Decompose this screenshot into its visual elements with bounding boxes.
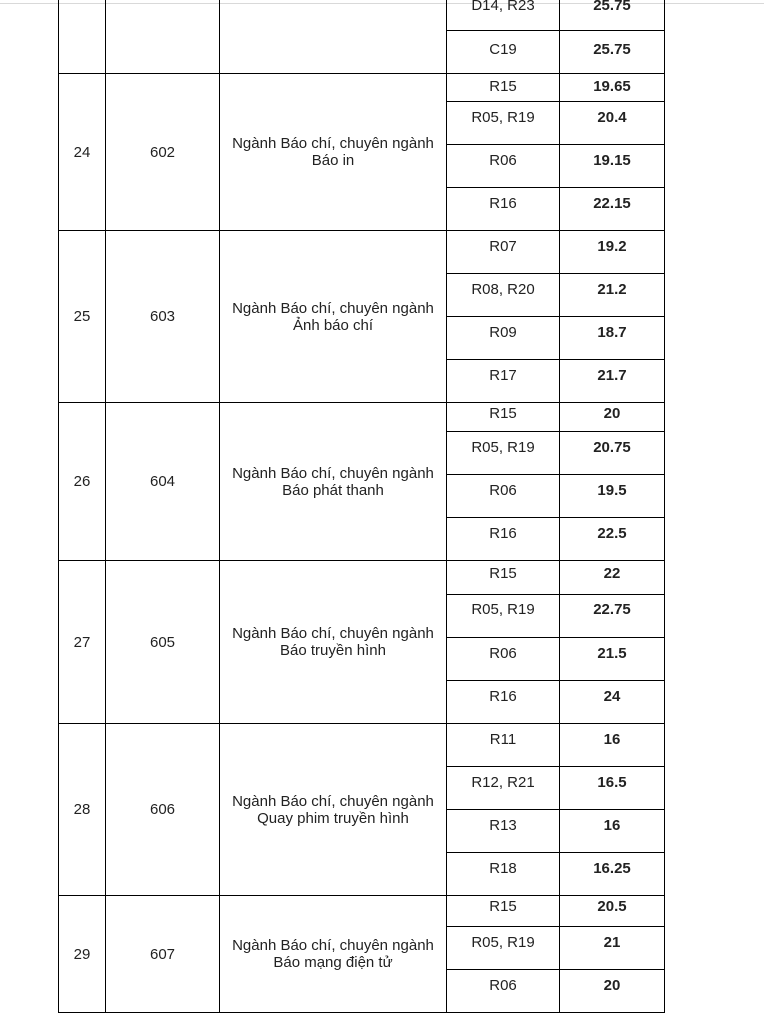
- code-cell: 606: [106, 724, 220, 896]
- cutoff-score-cell: 16.5: [560, 767, 665, 810]
- major-name-cell: Ngành Báo chí, chuyên ngành Báo in: [220, 74, 447, 231]
- code-cell: 602: [106, 74, 220, 231]
- major-name-cell: Ngành Báo chí, chuyên ngành Báo truyền hình: [220, 561, 447, 724]
- subject-combo-cell: R15: [447, 403, 560, 432]
- subject-combo-cell: C19: [447, 31, 560, 74]
- table-row: [59, 724, 665, 767]
- cutoff-score-cell: 24: [560, 681, 665, 724]
- cutoff-score-cell: 22: [560, 561, 665, 595]
- cutoff-score-cell: 19.65: [560, 74, 665, 102]
- table-row: [59, 896, 665, 927]
- subject-combo-cell: R13: [447, 810, 560, 853]
- subject-combo-cell: R12, R21: [447, 767, 560, 810]
- code-cell: 607: [106, 896, 220, 1013]
- major-name-cell: Ngành Báo chí, chuyên ngành Báo phát thanh: [220, 403, 447, 561]
- subject-combo-cell: R06: [447, 970, 560, 1013]
- code-cell: [106, 0, 220, 74]
- stt-cell: [59, 0, 106, 74]
- subject-combo-cell: R07: [447, 231, 560, 274]
- cutoff-score-cell: 25.75: [560, 0, 665, 31]
- stt-cell: 28: [59, 724, 106, 896]
- subject-combo-cell: R06: [447, 475, 560, 518]
- table-row: [59, 231, 665, 274]
- major-name-cell: Ngành Báo chí, chuyên ngành Báo mạng điện tử: [220, 896, 447, 1013]
- subject-combo-cell: R05, R19: [447, 432, 560, 475]
- subject-combo-cell: R16: [447, 681, 560, 724]
- cutoff-score-cell: 16: [560, 810, 665, 853]
- stt-cell: 27: [59, 561, 106, 724]
- stt-cell: 25: [59, 231, 106, 403]
- table-row: [59, 74, 665, 102]
- cutoff-score-cell: 22.15: [560, 188, 665, 231]
- stt-cell: 24: [59, 74, 106, 231]
- subject-combo-cell: R15: [447, 896, 560, 927]
- code-cell: 603: [106, 231, 220, 403]
- major-name-cell: Ngành Báo chí, chuyên ngành Quay phim truyền hình: [220, 724, 447, 896]
- subject-combo-cell: R11: [447, 724, 560, 767]
- subject-combo-cell: R15: [447, 561, 560, 595]
- stt-cell: 26: [59, 403, 106, 561]
- cutoff-score-cell: 19.2: [560, 231, 665, 274]
- table-row: [59, 403, 665, 432]
- admission-scores-table: [58, 0, 665, 1013]
- code-cell: 604: [106, 403, 220, 561]
- cutoff-score-cell: 16: [560, 724, 665, 767]
- stt-cell: 29: [59, 896, 106, 1013]
- cutoff-score-cell: 21.2: [560, 274, 665, 317]
- code-cell: 605: [106, 561, 220, 724]
- cutoff-score-cell: 20: [560, 970, 665, 1013]
- major-name-cell: [220, 0, 447, 74]
- subject-combo-cell: D14, R23: [447, 0, 560, 31]
- table-row: [59, 561, 665, 595]
- subject-combo-cell: R17: [447, 360, 560, 403]
- subject-combo-cell: R06: [447, 145, 560, 188]
- cutoff-score-cell: 21.7: [560, 360, 665, 403]
- subject-combo-cell: R05, R19: [447, 927, 560, 970]
- subject-combo-cell: R16: [447, 518, 560, 561]
- subject-combo-cell: R06: [447, 638, 560, 681]
- cutoff-score-cell: 25.75: [560, 31, 665, 74]
- cutoff-score-cell: 22.5: [560, 518, 665, 561]
- subject-combo-cell: R15: [447, 74, 560, 102]
- cutoff-score-cell: 20.75: [560, 432, 665, 475]
- cutoff-score-cell: 16.25: [560, 853, 665, 896]
- subject-combo-cell: R08, R20: [447, 274, 560, 317]
- cutoff-score-cell: 20.4: [560, 102, 665, 145]
- cutoff-score-cell: 21: [560, 927, 665, 970]
- cutoff-score-cell: 19.15: [560, 145, 665, 188]
- table-row: [59, 0, 665, 31]
- major-name-cell: Ngành Báo chí, chuyên ngành Ảnh báo chí: [220, 231, 447, 403]
- cutoff-score-cell: 18.7: [560, 317, 665, 360]
- subject-combo-cell: R05, R19: [447, 595, 560, 638]
- cutoff-score-cell: 21.5: [560, 638, 665, 681]
- subject-combo-cell: R16: [447, 188, 560, 231]
- cutoff-score-cell: 20.5: [560, 896, 665, 927]
- subject-combo-cell: R05, R19: [447, 102, 560, 145]
- cutoff-score-cell: 22.75: [560, 595, 665, 638]
- cutoff-score-cell: 20: [560, 403, 665, 432]
- subject-combo-cell: R18: [447, 853, 560, 896]
- subject-combo-cell: R09: [447, 317, 560, 360]
- cutoff-score-cell: 19.5: [560, 475, 665, 518]
